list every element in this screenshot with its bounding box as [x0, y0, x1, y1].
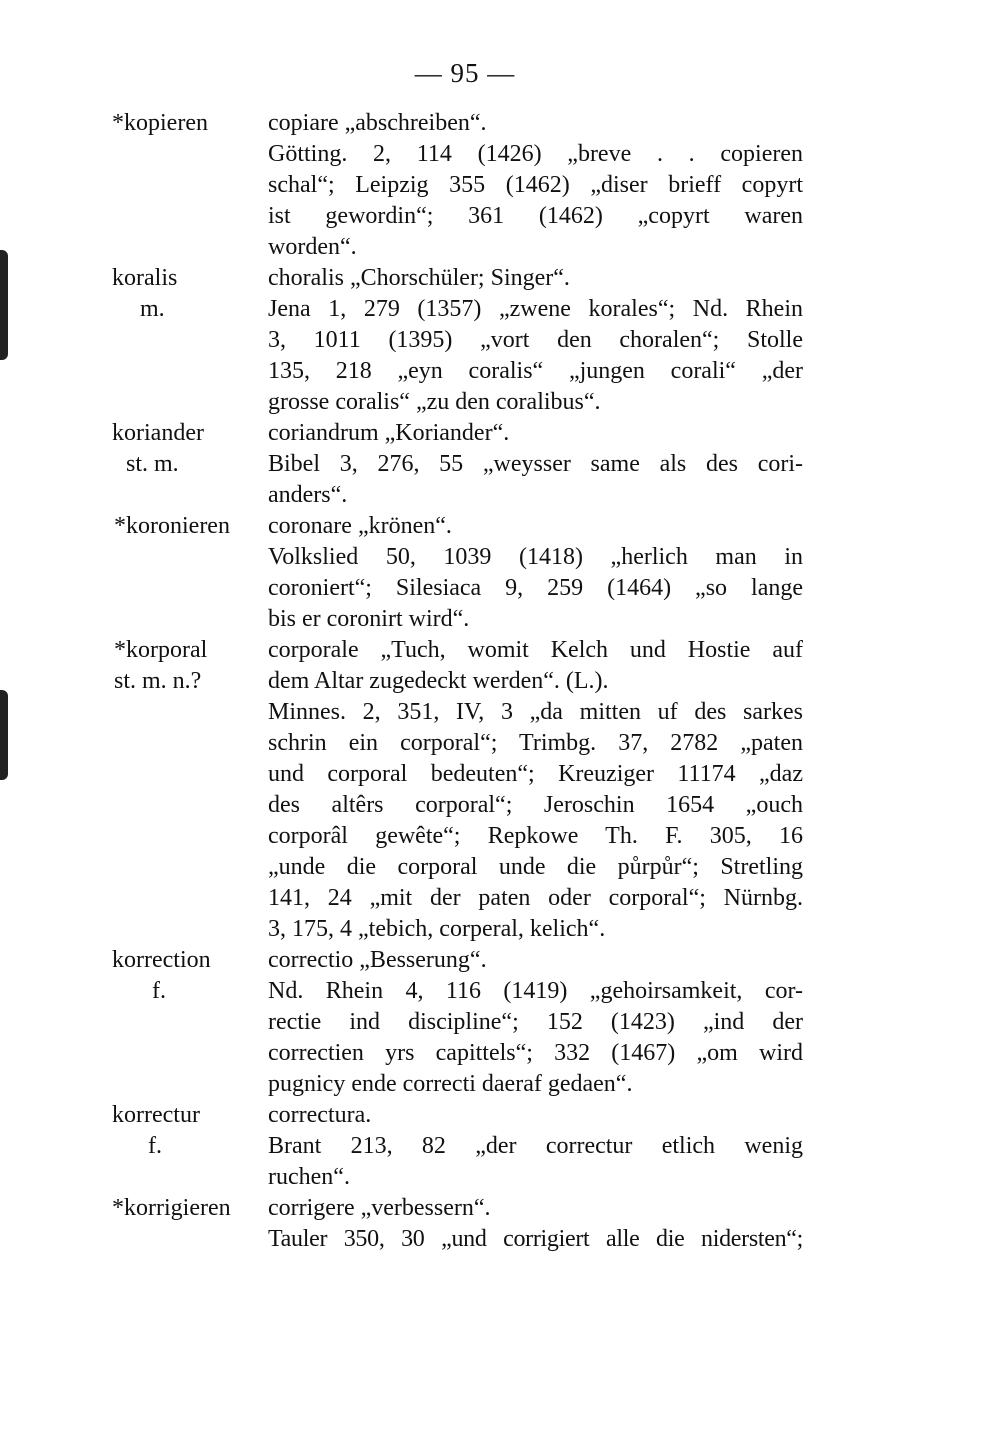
headword — [112, 263, 262, 325]
citation-line: corporâl gewête“; Repkowe Th. F. 305, 16 — [268, 823, 803, 849]
headword-grammar: st. m. — [126, 451, 179, 477]
headword — [112, 1193, 262, 1224]
entry-gloss: copiare „abschreiben“. — [268, 110, 487, 136]
dictionary-entries — [0, 108, 1000, 1255]
citation-line: grosse coralis“ „zu den coralibus“. — [268, 389, 601, 415]
citation-line: coroniert“; Silesiaca 9, 259 (1464) „so lange — [268, 575, 803, 601]
citation-line: Tauler 350, 30 „und corrigiert alle die nidersten“; — [268, 1226, 803, 1252]
citation-line: 3, 1011 (1395) „vort den choralen“; Stolle — [268, 327, 803, 353]
headword-grammar: st. m. n.? — [114, 668, 202, 694]
entry-koriander — [0, 418, 1000, 511]
headword — [114, 511, 264, 542]
citation-line: schal“; Leipzig 355 (1462) „diser brieff copyrt — [268, 172, 803, 198]
citation-line: bis er coronirt wird“. — [268, 606, 470, 632]
headword-term: *korrigieren — [112, 1195, 231, 1221]
citation-line: „unde die corporal unde die půrpůr“; Stretling — [268, 854, 803, 880]
citation-line: rectie ind discipline“; 152 (1423) „ind der — [268, 1009, 803, 1035]
headword-term: korrection — [112, 947, 211, 973]
entry-kopieren — [0, 108, 1000, 263]
citation-line: Jena 1, 279 (1357) „zwene korales“; Nd. Rhein — [268, 296, 803, 322]
citation-line: des altêrs corporal“; Jeroschin 1654 „ouch — [268, 792, 803, 818]
headword — [114, 635, 264, 697]
entry-gloss: corporale „Tuch, womit Kelch und Hostie auf — [268, 637, 803, 663]
headword-term: korrectur — [112, 1102, 200, 1128]
citation-line: Götting. 2, 114 (1426) „breve . . copieren — [268, 141, 803, 167]
headword-term: *kopieren — [112, 110, 208, 136]
citation-line: correctien yrs capittels“; 332 (1467) „om wird — [268, 1040, 803, 1066]
page-number: — 95 — — [414, 58, 516, 88]
citation-line: 135, 218 „eyn coralis“ „jungen corali“ „der — [268, 358, 803, 384]
citation-line: pugnicy ende correcti daeraf gedaen“. — [268, 1071, 633, 1097]
citation-line: Brant 213, 82 „der correctur etlich wenig — [268, 1133, 803, 1159]
headword-term: *korporal — [114, 637, 208, 663]
citation-line: Nd. Rhein 4, 116 (1419) „gehoirsamkeit, cor- — [268, 978, 803, 1004]
citation-line: und corporal bedeuten“; Kreuziger 11174 „daz — [268, 761, 803, 787]
citation-line: 3, 175, 4 „tebich, corperal, kelich“. — [268, 916, 606, 942]
entry-korrectur — [0, 1100, 1000, 1193]
citation-line: Bibel 3, 276, 55 „weysser same als des cori- — [268, 451, 803, 477]
entry-koralis — [0, 263, 1000, 418]
entry-body — [268, 1193, 803, 1255]
entry-korporal — [0, 635, 1000, 945]
entry-body — [268, 635, 803, 945]
entry-body — [268, 1100, 803, 1193]
headword-term: *koronieren — [114, 513, 230, 539]
citation-line: ruchen“. — [268, 1164, 350, 1190]
headword-grammar: f. — [148, 1133, 162, 1159]
headword-term: koriander — [112, 420, 204, 446]
citation-line: ist gewordin“; 361 (1462) „copyrt waren — [268, 203, 803, 229]
entry-body — [268, 945, 803, 1100]
citation-line: Minnes. 2, 351, IV, 3 „da mitten uf des sarkes — [268, 699, 803, 725]
headword — [112, 945, 262, 1007]
entry-korrigieren — [0, 1193, 1000, 1255]
citation-line: anders“. — [268, 482, 348, 508]
headword-grammar: f. — [152, 978, 166, 1004]
citation-line: schrin ein corporal“; Trimbg. 37, 2782 „paten — [268, 730, 803, 756]
headword-grammar: m. — [140, 296, 165, 322]
entry-gloss: correctio „Besserung“. — [268, 947, 487, 973]
entry-body — [268, 263, 803, 418]
headword — [112, 108, 262, 139]
entry-gloss: correctura. — [268, 1102, 372, 1128]
entry-koronieren — [0, 511, 1000, 635]
entry-gloss: coriandrum „Koriander“. — [268, 420, 510, 446]
entry-gloss-continued: dem Altar zugedeckt werden“. (L.). — [268, 668, 609, 694]
entry-body — [268, 511, 803, 635]
headword-term: koralis — [112, 265, 178, 291]
entry-body — [268, 418, 803, 511]
entry-gloss: coronare „krönen“. — [268, 513, 452, 539]
citation-line: worden“. — [268, 234, 357, 260]
citation-line: Volkslied 50, 1039 (1418) „herlich man in — [268, 544, 803, 570]
headword — [112, 418, 262, 480]
headword — [112, 1100, 262, 1162]
entry-body — [268, 108, 803, 263]
entry-gloss: choralis „Chorschüler; Singer“. — [268, 265, 570, 291]
entry-korrection — [0, 945, 1000, 1100]
entry-gloss: corrigere „verbessern“. — [268, 1195, 491, 1221]
citation-line: 141, 24 „mit der paten oder corporal“; Nürnbg. — [268, 885, 803, 911]
